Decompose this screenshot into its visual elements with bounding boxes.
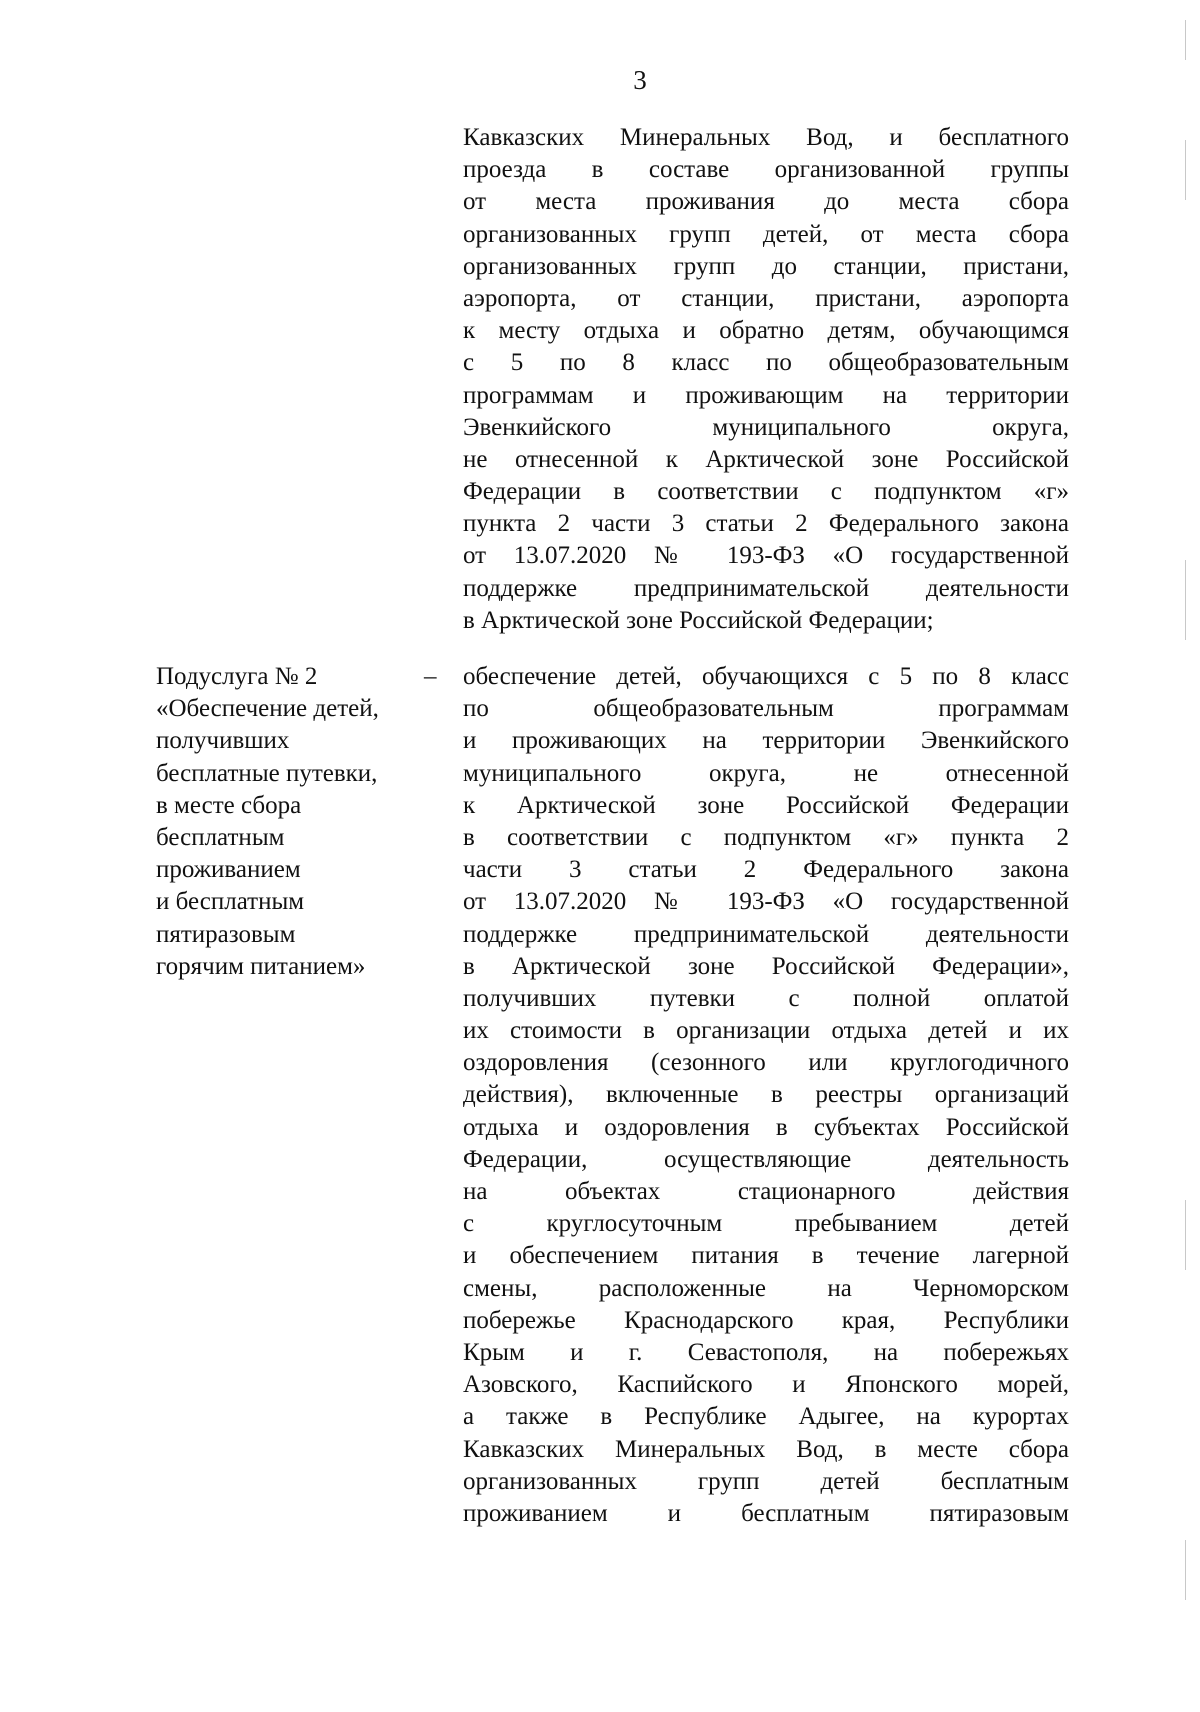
subservice-description <box>463 661 1069 1530</box>
text-line: и обеспечением питания в течение лагерной <box>463 1242 1069 1270</box>
text-line: по общеобразовательным программам <box>463 695 1069 723</box>
subservice-title-line: проживанием <box>156 856 301 884</box>
text-line: от 13.07.2020 № 193-ФЗ «О государственной <box>463 542 1069 570</box>
text-line: проезда в составе организованной группы <box>463 156 1069 184</box>
text-line: не отнесенной к Арктической зоне Российской <box>463 445 1069 473</box>
text-line: от места проживания до места сбора <box>463 188 1069 216</box>
text-line: Крым и г. Севастополя, на побережьях <box>463 1338 1069 1366</box>
text-line: их стоимости в организации отдыха детей и их <box>463 1017 1069 1045</box>
subservice-title-line: пятиразовым <box>156 920 296 948</box>
text-line: а также в Республике Адыгее, на курортах <box>463 1403 1069 1431</box>
text-line: к Арктической зоне Российской Федерации <box>463 791 1069 819</box>
scan-margin-mark <box>1185 1200 1186 1270</box>
text-line: обеспечение детей, обучающихся с 5 по 8 класс <box>463 663 1069 690</box>
text-line: в Арктической зоне Российской Федерации», <box>463 952 1069 980</box>
text-line: получивших путевки с полной оплатой <box>463 984 1069 1012</box>
text-line: организованных групп до станции, пристани, <box>463 252 1069 280</box>
subservice-title-line: бесплатным <box>156 823 285 851</box>
text-line: пункта 2 части 3 статьи 2 Федерального закона <box>463 510 1069 538</box>
subservice-title-line: получивших <box>156 727 290 755</box>
text-line: проживанием и бесплатным пятиразовым <box>463 1499 1069 1527</box>
text-line: действия), включенные в реестры организаций <box>463 1081 1069 1109</box>
text-line: к месту отдыха и обратно детям, обучающимся <box>463 317 1069 345</box>
text-line: организованных групп детей, от места сбора <box>463 220 1069 248</box>
text-line: поддержке предпринимательской деятельности <box>463 920 1069 948</box>
text-line: с круглосуточным пребыванием детей <box>463 1210 1069 1238</box>
continued-paragraph <box>463 122 1069 637</box>
text-line: программам и проживающим на территории <box>463 381 1069 409</box>
scan-margin-mark <box>1185 20 1186 60</box>
scan-margin-mark <box>1185 1540 1186 1600</box>
subservice-title-line: бесплатные путевки, <box>156 759 378 787</box>
text-line: части 3 статьи 2 Федерального закона <box>463 856 1069 884</box>
text-line: с 5 по 8 класс по общеобразовательным <box>463 349 1069 377</box>
text-line: Эвенкийского муниципального округа, <box>463 413 1069 441</box>
text-line: на объектах стационарного действия <box>463 1178 1069 1205</box>
text-line: в Арктической зоне Российской Федерации; <box>463 606 934 634</box>
text-line: муниципального округа, не отнесенной <box>463 759 1069 787</box>
scan-margin-mark <box>1185 140 1186 200</box>
text-line: аэропорта, от станции, пристани, аэропорта <box>463 284 1069 312</box>
text-line: побережье Краснодарского края, Республики <box>463 1306 1069 1334</box>
text-line: Федерации, осуществляющие деятельность <box>463 1145 1069 1173</box>
subservice-title-line: в месте сбора <box>156 791 302 819</box>
subservice-title-line: и бесплатным <box>156 888 305 916</box>
definition-dash: – <box>424 663 437 690</box>
page-number: 3 <box>633 65 647 95</box>
text-line: организованных групп детей бесплатным <box>463 1467 1069 1495</box>
subservice-title <box>156 661 426 983</box>
text-line: оздоровления (сезонного или круглогодичного <box>463 1049 1069 1077</box>
scan-margin-mark <box>1185 560 1186 640</box>
subservice-title-line: Подуслуга № 2 <box>156 663 318 690</box>
text-line: и проживающих на территории Эвенкийского <box>463 727 1069 755</box>
text-line: Федерации в соответствии с подпунктом «г» <box>463 478 1069 506</box>
text-line: Азовского, Каспийского и Японского морей, <box>463 1371 1069 1399</box>
text-line: в соответствии с подпунктом «г» пункта 2 <box>463 823 1069 851</box>
text-line: отдыха и оздоровления в субъектах Российской <box>463 1113 1069 1141</box>
text-line: поддержке предпринимательской деятельности <box>463 574 1069 602</box>
subservice-title-line: горячим питанием» <box>156 952 366 980</box>
text-line: смены, расположенные на Черноморском <box>463 1274 1069 1302</box>
text-line: Кавказских Минеральных Вод, в месте сбора <box>463 1435 1069 1463</box>
text-line: от 13.07.2020 № 193-ФЗ «О государственной <box>463 888 1069 916</box>
text-line: Кавказских Минеральных Вод, и бесплатного <box>463 124 1069 151</box>
subservice-title-line: «Обеспечение детей, <box>156 695 379 723</box>
